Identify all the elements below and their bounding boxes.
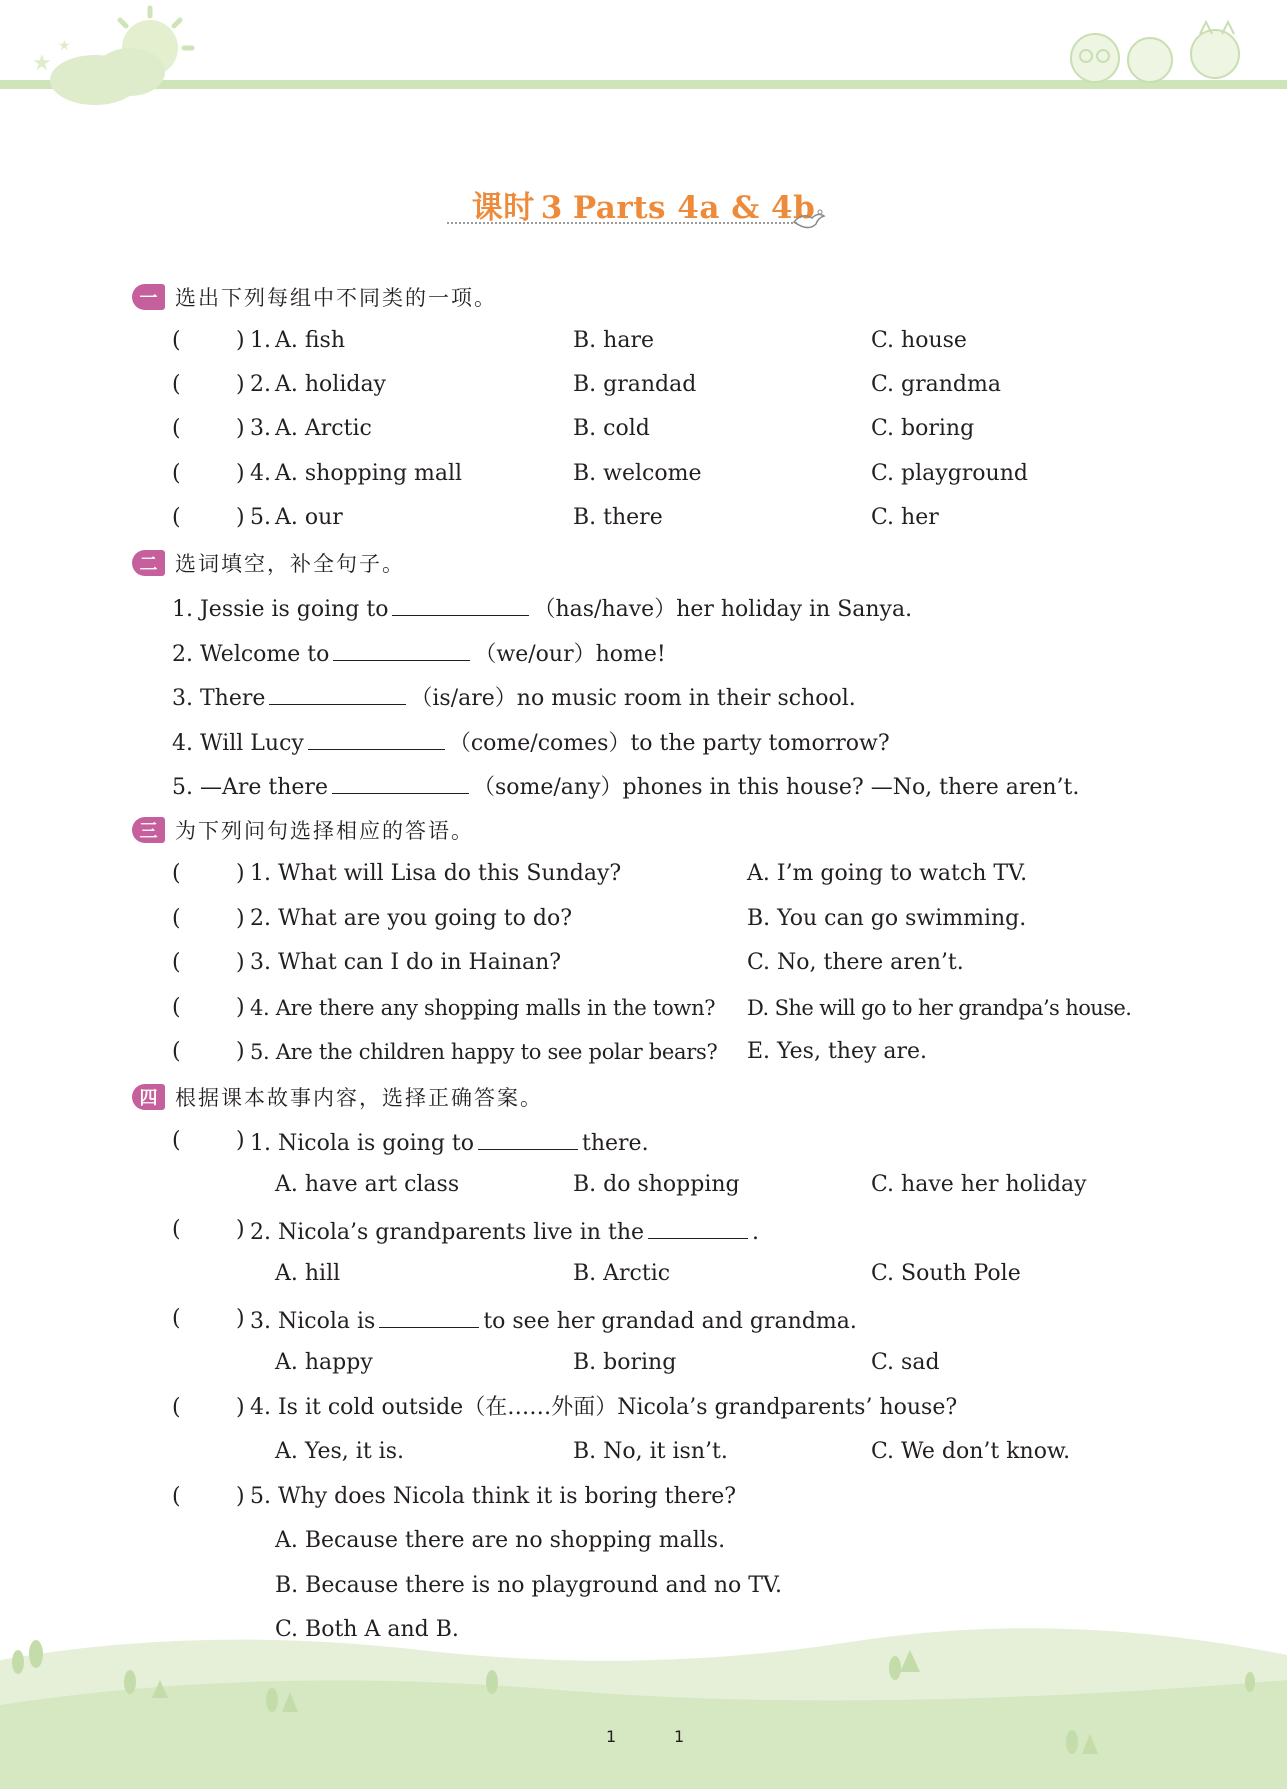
answer-paren-close: ) — [236, 906, 245, 931]
option-a[interactable]: A. Yes, it is. — [275, 1439, 404, 1464]
question-text: 3. What can I do in Hainan? — [250, 950, 562, 975]
option-b: B. there — [573, 505, 663, 530]
s2-sentence-2 — [172, 637, 666, 667]
question-text: 4. Are there any shopping malls in the town? — [250, 996, 716, 1020]
option-b: B. welcome — [573, 461, 702, 486]
sentence-start: 5. —Are there — [172, 775, 328, 800]
answer-paren-open: ( — [172, 1217, 181, 1242]
question-text: 5. Why does Nicola think it is boring there? — [250, 1484, 737, 1509]
section-badge: 二 — [132, 550, 165, 576]
answer-option: C. No, there aren’t. — [747, 950, 964, 975]
answer-paren-close: ) — [236, 416, 245, 441]
title-parts: Parts 4a & 4b — [572, 190, 816, 226]
s4-question-5[interactable] — [0, 1482, 1287, 1512]
answer-paren-open: ( — [172, 372, 181, 397]
option-c: C. playground — [871, 461, 1028, 486]
option-a: A. shopping mall — [275, 461, 463, 486]
section-instruction: 选出下列每组中不同类的一项。 — [175, 286, 497, 310]
s4-option-5a[interactable] — [275, 1526, 725, 1556]
cartoon-animals-icon — [1071, 22, 1239, 82]
page-number-left: 1 — [606, 1727, 617, 1746]
option-c[interactable]: C. We don’t know. — [871, 1439, 1071, 1464]
answer-paren-open: ( — [172, 906, 181, 931]
answer-paren-open: ( — [172, 861, 181, 886]
answer-paren-open: ( — [172, 950, 181, 975]
answer-paren-open: ( — [172, 505, 181, 530]
option-a[interactable]: A. have art class — [275, 1172, 460, 1197]
s4-options-4 — [0, 1437, 1287, 1467]
s1-question-4[interactable] — [0, 459, 1287, 489]
option-a: A. our — [275, 505, 343, 530]
answer-paren-close: ) — [236, 461, 245, 486]
s2-sentence-3 — [172, 681, 856, 711]
answer-paren-open: ( — [172, 995, 181, 1020]
question-end: . — [752, 1220, 760, 1245]
option-c[interactable]: C. sad — [871, 1350, 940, 1375]
s2-sentence-5 — [172, 770, 1079, 800]
s4-option-5b[interactable] — [275, 1571, 782, 1601]
answer-paren-close: ) — [236, 505, 245, 530]
option-a: A. holiday — [275, 372, 386, 397]
answer-paren-close: ) — [236, 1039, 245, 1064]
option-c: C. grandma — [871, 372, 1001, 397]
answer-paren-close: ) — [236, 995, 245, 1020]
answer-paren-close: ) — [236, 950, 245, 975]
option-c: C. boring — [871, 416, 975, 441]
section-instruction: 根据课本故事内容，选择正确答案。 — [175, 1086, 543, 1110]
option-b[interactable]: B. boring — [573, 1350, 677, 1375]
s4-options-2 — [0, 1259, 1287, 1289]
s1-question-3[interactable] — [0, 414, 1287, 444]
option-b[interactable]: B. No, it isn’t. — [573, 1439, 728, 1464]
fill-blank[interactable] — [269, 681, 406, 705]
option-c[interactable]: C. have her holiday — [871, 1172, 1087, 1197]
section-badge: 三 — [132, 817, 165, 843]
sentence-start: 4. Will Lucy — [172, 731, 304, 756]
s3-question-4[interactable] — [0, 993, 1287, 1023]
s3-question-2[interactable] — [0, 904, 1287, 934]
fill-blank — [478, 1126, 578, 1150]
s4-options-3 — [0, 1348, 1287, 1378]
option-b: B. Because there is no playground and no TV. — [275, 1573, 782, 1598]
question-end: to see her grandad and grandma. — [483, 1309, 857, 1334]
section-badge: 一 — [132, 284, 165, 310]
lesson-title — [472, 182, 816, 227]
answer-option: A. I’m going to watch TV. — [747, 861, 1028, 886]
answer-paren-open: ( — [172, 1128, 181, 1153]
answer-paren-close: ) — [236, 1395, 245, 1420]
option-b[interactable]: B. do shopping — [573, 1172, 740, 1197]
question-start: 1. Nicola is going to — [250, 1131, 474, 1156]
question-start: 2. Nicola’s grandparents live in the — [250, 1220, 645, 1245]
option-a: A. Because there are no shopping malls. — [275, 1528, 726, 1553]
answer-paren-close: ) — [236, 1217, 245, 1242]
option-b: B. grandad — [573, 372, 697, 397]
fill-blank[interactable] — [392, 592, 529, 616]
answer-option: B. You can go swimming. — [747, 906, 1027, 931]
answer-paren-open: ( — [172, 328, 181, 353]
s3-question-5[interactable] — [0, 1037, 1287, 1067]
answer-paren-close: ) — [236, 1128, 245, 1153]
answer-paren-open: ( — [172, 416, 181, 441]
answer-paren-close: ) — [236, 1484, 245, 1509]
answer-option: D. She will go to her grandpa’s house. — [747, 996, 1132, 1020]
option-b[interactable]: B. Arctic — [573, 1261, 671, 1286]
option-c: C. Both A and B. — [275, 1617, 459, 1642]
hill-front — [0, 1680, 1287, 1789]
option-c[interactable]: C. South Pole — [871, 1261, 1021, 1286]
question-number: 1. — [250, 328, 271, 353]
section-4-header — [132, 1082, 543, 1112]
fill-blank[interactable] — [333, 637, 470, 661]
sentence-start: 3. There — [172, 686, 266, 711]
question-text: 4. Is it cold outside（在……外面）Nicola’s grandparents’ house? — [250, 1395, 958, 1420]
question-text — [250, 1304, 857, 1337]
sentence-end: （has/have）her holiday in Sanya. — [533, 597, 913, 622]
question-number: 3. — [250, 416, 271, 441]
fill-blank — [648, 1215, 748, 1239]
answer-paren-close: ) — [236, 1306, 245, 1331]
s3-question-1[interactable] — [0, 859, 1287, 889]
header-decoration — [0, 0, 1287, 120]
question-text: 2. What are you going to do? — [250, 906, 573, 931]
section-1-header — [132, 282, 497, 312]
answer-paren-close: ) — [236, 328, 245, 353]
answer-paren-open: ( — [172, 1484, 181, 1509]
option-a[interactable]: A. hill — [275, 1261, 341, 1286]
bird-icon — [790, 208, 826, 234]
section-badge: 四 — [132, 1084, 165, 1110]
option-c: C. her — [871, 505, 939, 530]
fill-blank[interactable] — [308, 726, 445, 750]
fill-blank — [379, 1304, 479, 1328]
s3-question-3[interactable] — [0, 948, 1287, 978]
question-text — [250, 1215, 759, 1248]
question-text: 5. Are the children happy to see polar bears? — [250, 1040, 718, 1064]
title-bar — [0, 182, 1287, 227]
svg-text:★: ★ — [58, 38, 71, 54]
question-number: 4. — [250, 461, 271, 486]
sentence-end: （some/any）phones in this house? —No, there aren’t. — [472, 775, 1080, 800]
question-start: 3. Nicola is — [250, 1309, 376, 1334]
sentence-end: （we/our）home! — [474, 642, 666, 667]
sentence-start: 1. Jessie is going to — [172, 597, 389, 622]
sentence-end: （come/comes）to the party tomorrow? — [448, 731, 890, 756]
fill-blank[interactable] — [332, 770, 469, 794]
s4-question-3[interactable] — [0, 1304, 1287, 1334]
s2-sentence-4 — [172, 726, 890, 756]
option-c: C. house — [871, 328, 967, 353]
answer-paren-open: ( — [172, 1395, 181, 1420]
sun-cloud-icon — [32, 8, 192, 105]
answer-paren-open: ( — [172, 1306, 181, 1331]
section-3-header — [132, 815, 474, 845]
answer-paren-close: ) — [236, 861, 245, 886]
sentence-end: （is/are）no music room in their school. — [410, 686, 856, 711]
section-2-header — [132, 548, 405, 578]
s1-question-5[interactable] — [0, 503, 1287, 533]
question-text: 1. What will Lisa do this Sunday? — [250, 861, 622, 886]
answer-option: E. Yes, they are. — [747, 1039, 928, 1064]
s1-question-2[interactable] — [0, 370, 1287, 400]
svg-text:★: ★ — [32, 51, 52, 76]
question-number: 5. — [250, 505, 271, 530]
s1-question-1[interactable] — [0, 326, 1287, 356]
s2-sentence-1 — [172, 592, 912, 622]
s4-question-2[interactable] — [0, 1215, 1287, 1245]
option-b: B. cold — [573, 416, 650, 441]
option-a: A. fish — [275, 328, 346, 353]
section-instruction: 选词填空，补全句子。 — [175, 552, 405, 576]
footer-landscape — [0, 1620, 1287, 1789]
title-underline — [447, 222, 797, 224]
answer-paren-close: ) — [236, 372, 245, 397]
title-number: 3 — [540, 190, 563, 226]
sentence-start: 2. Welcome to — [172, 642, 330, 667]
s4-question-4[interactable] — [0, 1393, 1287, 1423]
answer-paren-open: ( — [172, 1039, 181, 1064]
page-number-right: 1 — [674, 1727, 685, 1746]
option-b: B. hare — [573, 328, 654, 353]
question-number: 2. — [250, 372, 271, 397]
question-text — [250, 1126, 649, 1159]
title-lesson: 课时 — [471, 190, 535, 226]
s4-question-1[interactable] — [0, 1126, 1287, 1156]
s4-options-1 — [0, 1170, 1287, 1200]
option-a[interactable]: A. happy — [275, 1350, 373, 1375]
question-end: there. — [582, 1131, 649, 1156]
section-instruction: 为下列问句选择相应的答语。 — [175, 819, 474, 843]
option-a: A. Arctic — [275, 416, 372, 441]
answer-paren-open: ( — [172, 461, 181, 486]
